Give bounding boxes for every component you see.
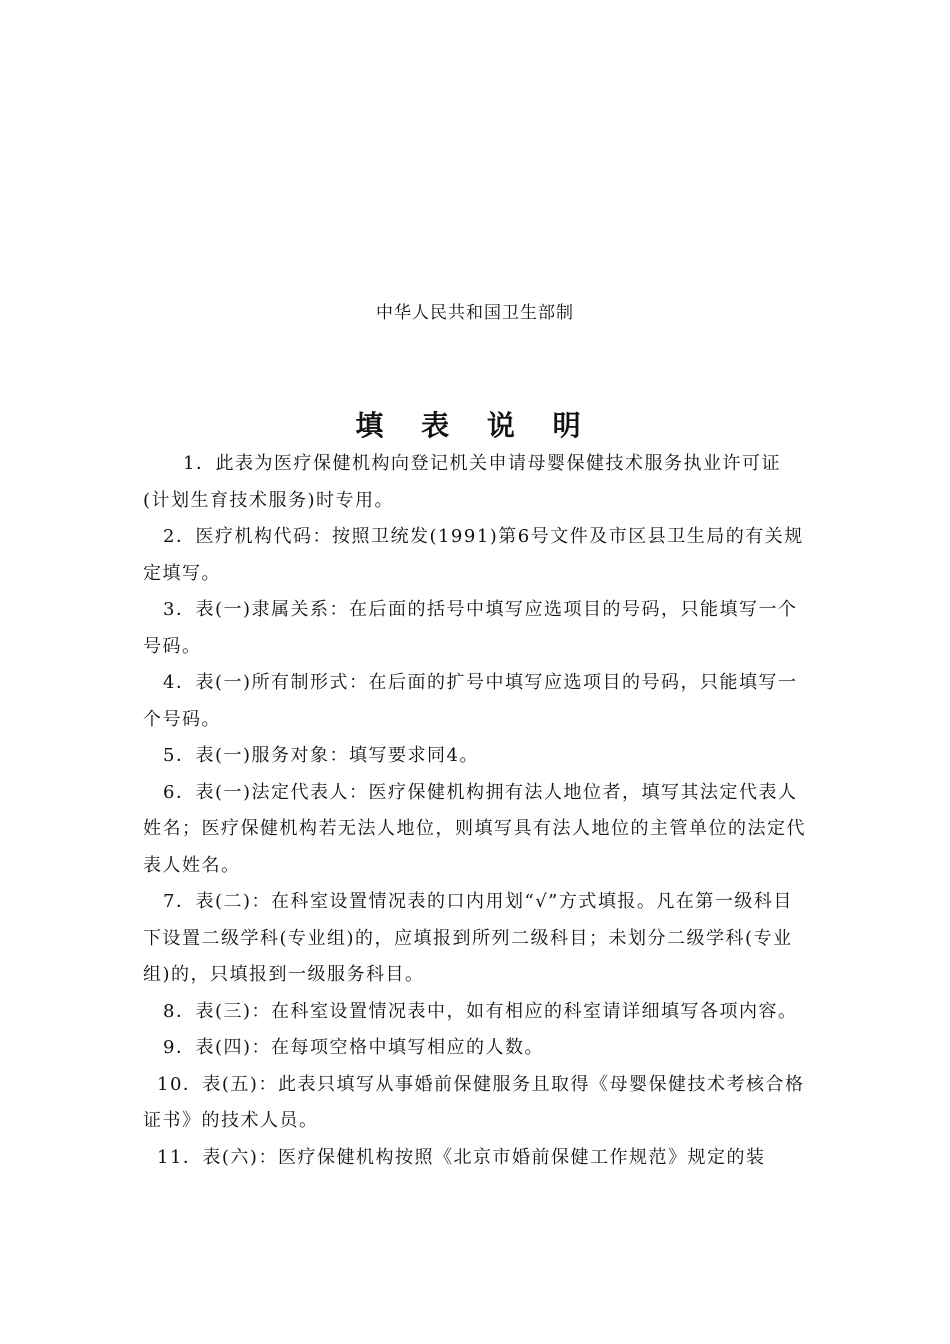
issuer-line: 中华人民共和国卫生部制 xyxy=(376,303,574,323)
instruction-item-10: 10．表(五)：此表只填写从事婚前保健服务且取得《母婴保健技术考核合格证书》的技术人员。 xyxy=(143,1073,805,1131)
instruction-item-4: 4．表(一)所有制形式：在后面的扩号中填写应选项目的号码，只能填写一个号码。 xyxy=(143,672,798,730)
instruction-item-3: 3．表(一)隶属关系：在后面的括号中填写应选项目的号码，只能填写一个号码。 xyxy=(143,599,798,657)
instruction-item-2: 2．医疗机构代码：按照卫统发(1991)第6号文件及市区县卫生局的有关规定填写。 xyxy=(143,526,804,584)
instructions-title: 填 表 说 明 xyxy=(355,409,595,442)
instruction-item-6: 6．表(一)法定代表人：医疗保健机构拥有法人地位者，填写其法定代表人姓名；医疗保健机构若无法人地位，则填写具有法人地位的主管单位的法定代表人姓名。 xyxy=(143,781,806,876)
instructions-body xyxy=(143,446,808,1176)
instruction-item-11: 11．表(六)：医疗保健机构按照《北京市婚前保健工作规范》规定的装 xyxy=(157,1146,766,1168)
instruction-item-9: 9．表(四)：在每项空格中填写相应的人数。 xyxy=(163,1037,544,1058)
instruction-item-1: 1．此表为医疗保健机构向登记机关申请母婴保健技术服务执业许可证(计划生育技术服务)时专用。 xyxy=(143,453,781,511)
instruction-item-5: 5．表(一)服务对象：填写要求同4。 xyxy=(163,745,479,766)
instruction-item-8: 8．表(三)：在科室设置情况表中，如有相应的科室请详细填写各项内容。 xyxy=(163,1000,798,1022)
instruction-item-7: 7．表(二)：在科室设置情况表的口内用划“√”方式填报。凡在第一级科目下设置二级学科(专业组)的，应填报到所列二级科目；未划分二级学科(专业组)的，只填报到一级服务科目。 xyxy=(143,891,793,985)
